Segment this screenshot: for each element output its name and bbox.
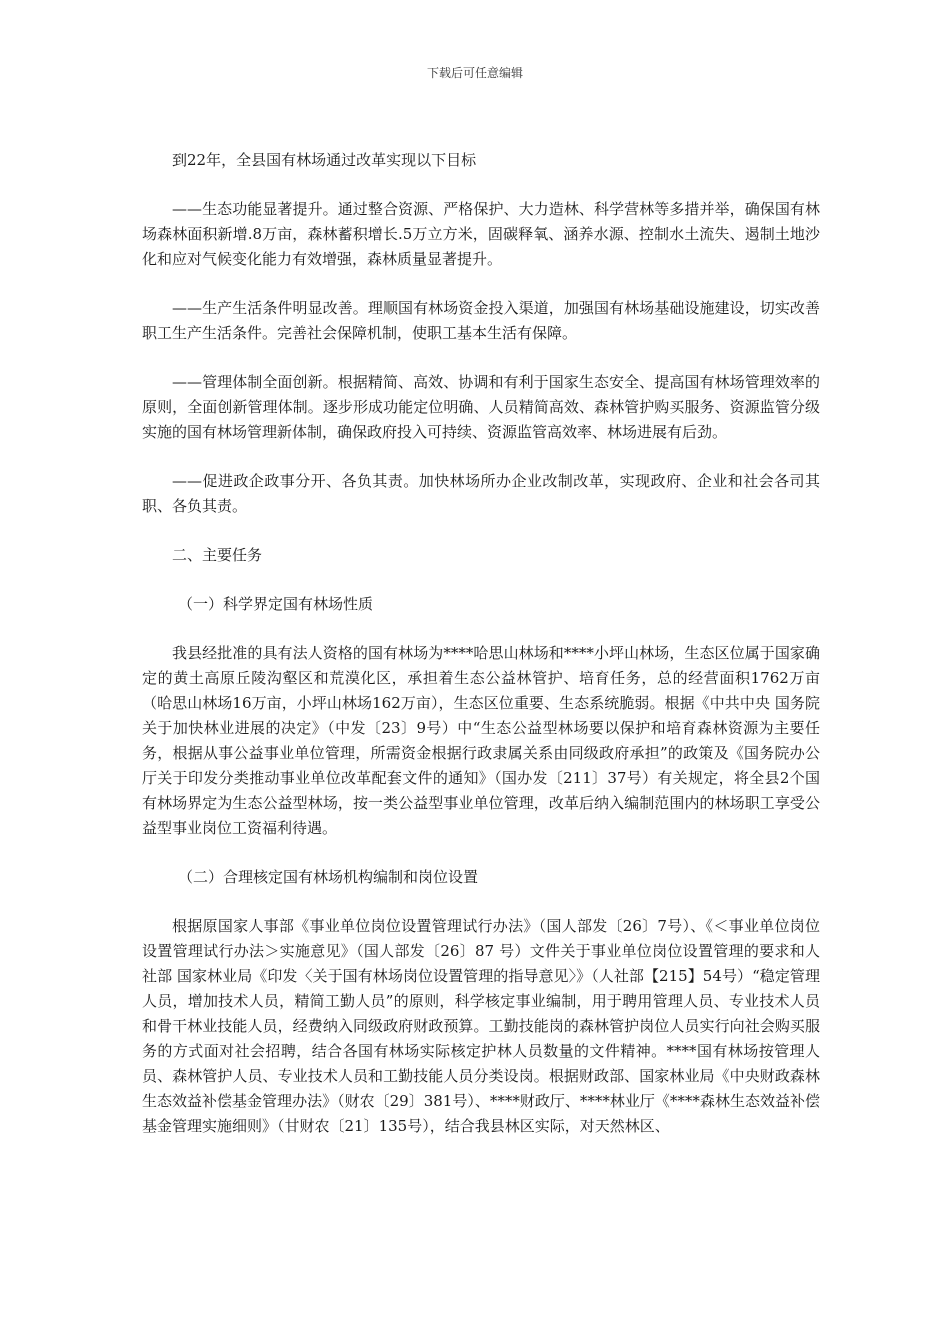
document-body (142, 148, 820, 1163)
page-header-note: 下载后可任意编辑 (426, 66, 523, 80)
goal-separation-paragraph: ——促进政企政事分开、各负其责。加快林场所办企业改制改革，实现政府、企业和社会各司其职、各负其责。 (142, 472, 820, 515)
subsection-heading-1: （一）科学界定国有林场性质 (178, 595, 374, 613)
subsection-1-paragraph: 我县经批准的具有法人资格的国有林场为****哈思山林场和****小坪山林场，生态区位属于国家确定的黄土高原丘陵沟壑区和荒漠化区，承担着生态公益林管护、培育任务，总的经营面积1762万亩（哈思山林场16万亩，小坪山林场162万亩），生态区位重要、生态系统脆弱。根据《中共中央 国务院关于加快林业进展的决定》（中发〔23〕9号）中“生态公益型林场要以保护和培育森林资源为主要任务，根据从事公益事业单位管理，所需资金根据行政隶属关系由同级政府承担”的政策及《国务院办公厅关于印发分类推动事业单位改革配套文件的通知》（国办发〔211〕37号）有关规定，将全县2个国有林场界定为生态公益型林场，按一类公益型事业单位管理，改革后纳入编制范围内的林场职工享受公益型事业岗位工资福利待遇。 (142, 644, 820, 837)
subsection-2-paragraph: 根据原国家人事部《事业单位岗位设置管理试行办法》（国人部发〔26〕7号）、《＜事业单位岗位设置管理试行办法＞实施意见》（国人部发〔26〕87 号）文件关于事业单位岗位设置管理的要求和人社部 国家林业局《印发〈关于国有林场岗位设置管理的指导意见〉》（人社部【215】54号）“稳定管理人员，增加技术人员，精简工勤人员”的原则，科学核定事业编制，用于聘用管理人员、专业技术人员和骨干林业技能人员，经费纳入同级政府财政预算。工勤技能岗的森林管护岗位人员实行向社会购买服务的方式面对社会招聘，结合各国有林场实际核定护林人员数量的文件精神。****国有林场按管理人员、森林管护人员、专业技术人员和工勤技能人员分类设岗。根据财政部、国家林业局《中央财政森林生态效益补偿基金管理办法》（财农〔29〕381号）、****财政厅、****林业厅《****森林生态效益补偿基金管理实施细则》（甘财农〔21〕135号），结合我县林区实际，对天然林区、 (142, 917, 820, 1135)
intro-paragraph: 到22年，全县国有林场通过改革实现以下目标 (172, 151, 477, 169)
subsection-heading-2: （二）合理核定国有林场机构编制和岗位设置 (178, 868, 479, 886)
section-heading-main-tasks: 二、主要任务 (172, 546, 263, 564)
goal-living-conditions-paragraph: ——生产生活条件明显改善。理顺国有林场资金投入渠道，加强国有林场基础设施建设，切实改善职工生产生活条件。完善社会保障机制，使职工基本生活有保障。 (142, 299, 820, 342)
goal-ecology-paragraph: ——生态功能显著提升。通过整合资源、严格保护、大力造林、科学营林等多措并举，确保国有林场森林面积新增.8万亩，森林蓄积增长.5万立方米，固碳释氧、涵养水源、控制水土流失、遏制土地沙化和应对气候变化能力有效增强，森林质量显著提升。 (142, 200, 820, 268)
goal-management-paragraph: ——管理体制全面创新。根据精简、高效、协调和有利于国家生态安全、提高国有林场管理效率的原则，全面创新管理体制。逐步形成功能定位明确、人员精简高效、森林管护购买服务、资源监管分级实施的国有林场管理新体制，确保政府投入可持续、资源监管高效率、林场进展有后劲。 (142, 373, 820, 441)
